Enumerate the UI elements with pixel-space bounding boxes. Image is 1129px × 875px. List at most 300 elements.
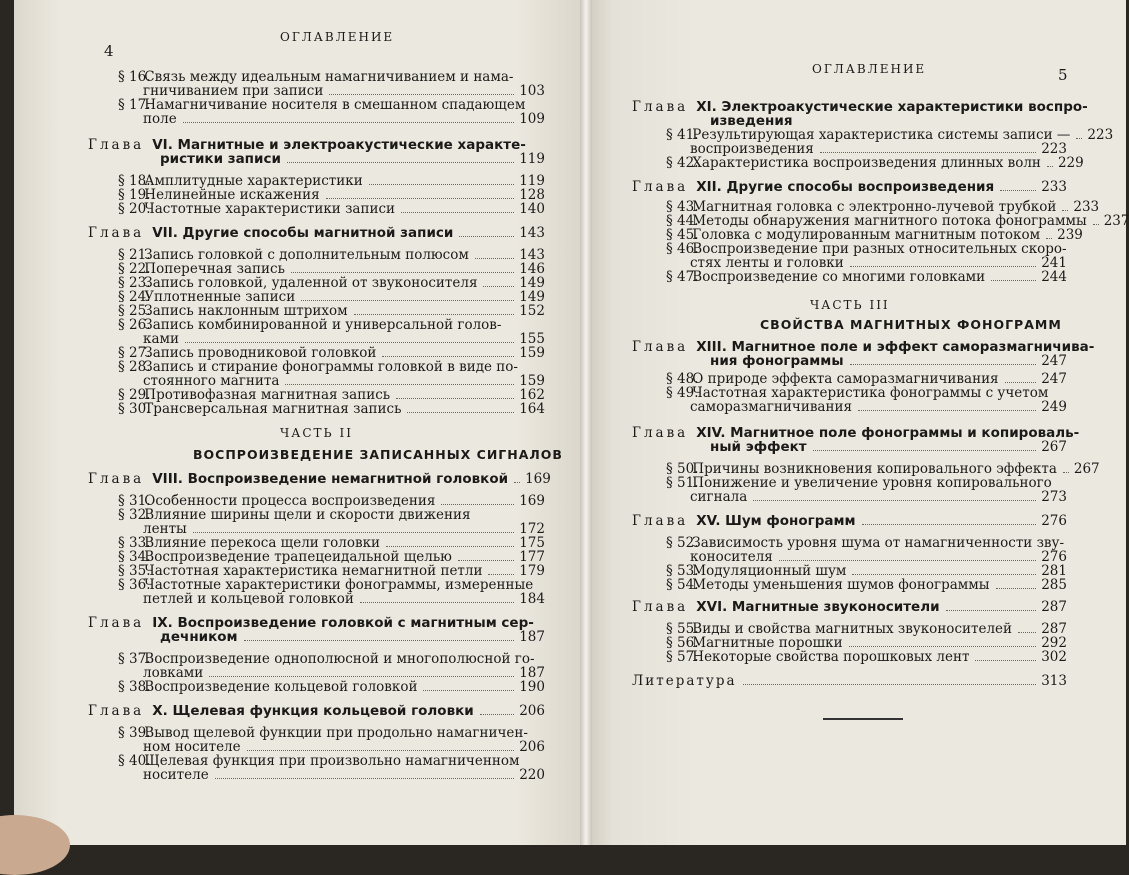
entry-label xyxy=(690,550,773,564)
toc-entry xyxy=(118,402,545,416)
chapter-entry xyxy=(88,138,545,152)
chapter-word: Глава xyxy=(88,471,145,487)
dot-leader xyxy=(329,94,514,95)
entry-title: Понижение и увеличение уровня копировального xyxy=(692,475,1052,491)
section-number: § 22. xyxy=(118,261,151,277)
entry-title: Результирующая характеристика системы записи — xyxy=(692,127,1071,143)
entry-label xyxy=(143,592,354,606)
entry-label xyxy=(118,98,525,112)
section-number: § 40. xyxy=(118,753,151,769)
entry-title: Частотная характеристика фонограммы с учетом xyxy=(692,385,1049,401)
chapter-word: Глава xyxy=(632,339,689,355)
toc-entry xyxy=(143,740,545,754)
page-ref: 169 xyxy=(519,493,545,509)
chapter-entry xyxy=(632,514,1067,528)
entry-title: XVI. Магнитные звуконосители xyxy=(696,599,940,615)
dot-leader xyxy=(1063,472,1069,473)
entry-title: Запись головкой с дополнительным полюсом xyxy=(144,247,469,263)
page-ref: 177 xyxy=(519,549,545,565)
entry-label xyxy=(118,680,417,694)
dot-leader xyxy=(946,610,1037,611)
entry-title: Зависимость уровня шума от намагниченности зву- xyxy=(692,535,1065,551)
entry-title: ловками xyxy=(143,665,204,681)
entry-title: Методы уменьшения шумов фонограммы xyxy=(692,577,990,593)
section-number: § 49. xyxy=(666,385,699,401)
part-heading: ЧАСТЬ II xyxy=(280,426,353,440)
toc-entry xyxy=(666,270,1067,284)
dot-leader xyxy=(1076,138,1082,139)
chapter-word: Глава xyxy=(88,703,145,719)
toc-entry xyxy=(118,753,520,769)
entry-label xyxy=(143,332,179,346)
toc-entry xyxy=(666,622,1067,636)
entry-label xyxy=(143,84,323,98)
entry-title: Воспроизведение при разных относительных скоро- xyxy=(692,241,1067,257)
entry-title: IX. Воспроизведение головкой с магнитным сер- xyxy=(152,615,534,631)
entry-label xyxy=(118,754,519,768)
toc-entry xyxy=(666,227,1083,243)
entry-title: Литература xyxy=(632,673,737,689)
section-number: § 46. xyxy=(666,241,699,257)
entry-label xyxy=(118,262,285,276)
entry-title: XIV. Магнитное поле фонограммы и копироваль- xyxy=(696,425,1080,441)
chapter-word: Глава xyxy=(632,179,689,195)
toc-entry xyxy=(666,213,1129,229)
page-ref: 223 xyxy=(1087,127,1114,143)
entry-title: Воспроизведение трапецеидальной щелью xyxy=(144,549,452,565)
entry-label xyxy=(118,564,482,578)
entry-label xyxy=(632,514,856,528)
toc-entry xyxy=(143,84,545,98)
entry-title: сигнала xyxy=(690,489,748,505)
toc-entry xyxy=(690,400,1067,414)
entry-label xyxy=(118,276,477,290)
entry-title: Запись наклонным штрихом xyxy=(144,303,348,319)
page-ref: 190 xyxy=(519,679,545,695)
entry-title: VI. Магнитные и электроакустические характе- xyxy=(152,137,526,153)
toc-entry xyxy=(666,199,1100,215)
entry-label xyxy=(88,704,474,718)
entry-label xyxy=(118,290,295,304)
entry-label xyxy=(666,372,999,386)
entry-label xyxy=(710,440,807,454)
dot-leader xyxy=(1062,210,1068,211)
entry-title: Особенности процесса воспроизведения xyxy=(144,493,436,509)
entry-label xyxy=(666,462,1057,476)
page-ref: 239 xyxy=(1057,227,1083,243)
section-number: § 44. xyxy=(666,213,699,229)
entry-label xyxy=(143,112,177,126)
page-ref: 287 xyxy=(1041,621,1067,637)
toc-entry xyxy=(118,577,534,593)
page-ref: 159 xyxy=(519,345,545,361)
entry-title: ном носителе xyxy=(143,739,241,755)
entry-label xyxy=(160,630,238,644)
section-number: § 16. xyxy=(118,69,151,85)
right-page-number: 5 xyxy=(1058,66,1068,84)
chapter-entry xyxy=(160,152,545,166)
section-number: § 33. xyxy=(118,535,151,551)
entry-label xyxy=(118,388,390,402)
page-ref: 140 xyxy=(519,201,545,217)
entry-title: Некоторые свойства порошковых лент xyxy=(692,649,970,665)
dot-leader xyxy=(975,660,1036,661)
section-number: § 39. xyxy=(118,725,151,741)
entry-label xyxy=(632,180,994,194)
chapter-entry xyxy=(632,600,1067,614)
section-number: § 27. xyxy=(118,345,151,361)
toc-entry xyxy=(666,535,1065,551)
entry-label xyxy=(666,650,969,664)
section-number: § 20. xyxy=(118,201,151,217)
toc-entry xyxy=(118,262,545,276)
dot-leader xyxy=(382,356,514,357)
entry-label xyxy=(143,374,279,388)
page-ref: 169 xyxy=(525,471,551,487)
chapter-entry xyxy=(632,99,1088,115)
chapter-word: Глава xyxy=(88,225,145,241)
entry-title: Трансверсальная магнитная запись xyxy=(144,401,402,417)
toc-entry xyxy=(118,174,545,188)
dot-leader xyxy=(862,524,1037,525)
dot-leader xyxy=(1000,190,1036,191)
dot-leader xyxy=(244,640,515,641)
dot-leader xyxy=(1018,632,1036,633)
section-number: § 53. xyxy=(666,563,699,579)
entry-title: Уплотненные записи xyxy=(144,289,296,305)
dot-leader xyxy=(396,398,514,399)
dot-leader xyxy=(301,300,514,301)
dot-leader xyxy=(1005,382,1037,383)
dot-leader xyxy=(753,500,1036,501)
entry-title: Магнитные порошки xyxy=(692,635,843,651)
dot-leader xyxy=(369,184,515,185)
page-ref: 159 xyxy=(519,373,545,389)
toc-entry xyxy=(118,97,526,113)
entry-title: стоянного магнита xyxy=(143,373,280,389)
page-ref: 223 xyxy=(1041,141,1067,157)
entry-label xyxy=(632,600,940,614)
entry-title: гничиванием при записи xyxy=(143,83,324,99)
section-number: § 50. xyxy=(666,461,699,477)
page-ref: 233 xyxy=(1073,199,1100,215)
dot-leader xyxy=(185,342,514,343)
page-ref: 220 xyxy=(519,767,545,783)
toc-entry xyxy=(143,522,545,536)
section-number: § 52. xyxy=(666,535,699,551)
toc-entry xyxy=(118,508,516,522)
page-ref: 149 xyxy=(519,275,545,291)
chapter-entry xyxy=(88,615,534,631)
entry-label xyxy=(143,666,203,680)
entry-title: воспроизведения xyxy=(690,141,814,157)
entry-title: Характеристика воспроизведения длинных волн xyxy=(692,155,1041,171)
literature-entry xyxy=(632,674,1067,688)
left-page-number: 4 xyxy=(104,42,114,60)
book-spine xyxy=(580,0,592,845)
page-ref: 267 xyxy=(1073,461,1100,477)
toc-entry xyxy=(118,388,545,402)
page-ref: 292 xyxy=(1041,635,1067,651)
toc-entry xyxy=(666,372,1067,386)
page-ref: 128 xyxy=(519,187,545,203)
section-number: § 24. xyxy=(118,289,151,305)
toc-entry xyxy=(690,142,1067,156)
entry-label xyxy=(666,128,1070,142)
page-ref: 187 xyxy=(519,665,545,681)
toc-entry xyxy=(666,564,1067,578)
entry-title: Противофазная магнитная запись xyxy=(144,387,391,403)
entry-title: Нелинейные искажения xyxy=(144,187,320,203)
toc-entry xyxy=(666,650,1067,664)
page-ref: 302 xyxy=(1041,649,1067,665)
dot-leader xyxy=(291,272,514,273)
entry-title: Запись головкой, удаленной от звуконосителя xyxy=(144,275,478,291)
entry-title: XI. Электроакустические характеристики воспро- xyxy=(696,99,1088,115)
dot-leader xyxy=(423,690,514,691)
entry-title: Частотная характеристика немагнитной петли xyxy=(144,563,483,579)
toc-entry xyxy=(666,475,1052,491)
entry-label xyxy=(160,152,281,166)
section-number: § 43. xyxy=(666,199,699,215)
entry-label xyxy=(118,318,501,332)
entry-label xyxy=(666,622,1012,636)
page-ref: 241 xyxy=(1041,255,1067,271)
dot-leader xyxy=(209,676,514,677)
entry-label xyxy=(118,202,395,216)
entry-label xyxy=(632,340,1094,354)
toc-entry xyxy=(118,360,516,374)
page-ref: 233 xyxy=(1041,179,1067,195)
section-number: § 25. xyxy=(118,303,151,319)
section-number: § 29. xyxy=(118,387,151,403)
page-ref: 143 xyxy=(519,247,545,263)
section-number: § 31. xyxy=(118,493,151,509)
dot-leader xyxy=(326,198,515,199)
section-number: § 28. xyxy=(118,359,151,375)
entry-title: Методы обнаружения магнитного потока фонограммы xyxy=(692,213,1087,229)
section-number: § 41. xyxy=(666,127,699,143)
entry-title: VII. Другие способы магнитной записи xyxy=(152,225,454,241)
chapter-word: Глава xyxy=(88,615,145,631)
chapter-entry xyxy=(88,471,551,487)
toc-entry xyxy=(690,490,1067,504)
left-running-header: ОГЛАВЛЕНИЕ xyxy=(280,30,395,44)
entry-label xyxy=(118,402,401,416)
entry-title: Воспроизведение кольцевой головкой xyxy=(144,679,418,695)
page-ref: 119 xyxy=(519,173,545,189)
entry-title: петлей и кольцевой головкой xyxy=(143,591,354,607)
dot-leader xyxy=(1047,166,1053,167)
entry-title: ния фонограммы xyxy=(710,353,844,369)
toc-entry xyxy=(118,202,545,216)
toc-entry xyxy=(666,241,1067,257)
section-number: § 32. xyxy=(118,507,151,523)
entry-title: носителе xyxy=(143,767,209,783)
entry-label xyxy=(690,142,814,156)
entry-title: саморазмагничивания xyxy=(690,399,852,415)
page-ref: 267 xyxy=(1041,439,1067,455)
dot-leader xyxy=(488,574,514,575)
entry-label xyxy=(118,360,518,374)
page-ref: 229 xyxy=(1057,155,1084,171)
dot-leader xyxy=(1093,224,1099,225)
section-number: § 55. xyxy=(666,621,699,637)
entry-title: Щелевая функция при произвольно намагниченном xyxy=(144,753,520,769)
toc-entry xyxy=(666,155,1084,171)
entry-title: Поперечная запись xyxy=(144,261,285,277)
chapter-word: Глава xyxy=(632,599,689,615)
toc-entry xyxy=(118,70,516,84)
toc-entry xyxy=(143,592,545,606)
entry-label xyxy=(666,578,990,592)
chapter-entry xyxy=(88,226,545,240)
chapter-entry xyxy=(632,425,1080,441)
toc-entry xyxy=(666,578,1067,592)
dot-leader xyxy=(459,236,514,237)
part-title: ВОСПРОИЗВЕДЕНИЕ ЗАПИСАННЫХ СИГНАЛОВ xyxy=(193,447,563,462)
dot-leader xyxy=(996,588,1037,589)
dot-leader xyxy=(850,364,1037,365)
toc-entry xyxy=(666,636,1067,650)
entry-label xyxy=(88,226,453,240)
entry-label xyxy=(632,426,1079,440)
entry-label xyxy=(118,550,452,564)
page-ref: 164 xyxy=(519,401,545,417)
toc-entry xyxy=(118,290,545,304)
entry-label xyxy=(118,70,513,84)
chapter-word: Глава xyxy=(632,99,689,115)
page-ref: 281 xyxy=(1041,563,1067,579)
chapter-entry xyxy=(632,339,1095,355)
entry-label xyxy=(118,578,533,592)
entry-title: Связь между идеальным намагничиванием и нама- xyxy=(144,69,514,85)
chapter-entry xyxy=(710,354,1067,368)
page-ref: 179 xyxy=(519,563,545,579)
dot-leader xyxy=(193,532,514,533)
section-number: § 37. xyxy=(118,651,151,667)
page-ref: 149 xyxy=(519,289,545,305)
section-number: § 51. xyxy=(666,475,699,491)
page-ref: 184 xyxy=(519,591,545,607)
closing-rule xyxy=(823,718,903,720)
entry-title: Запись комбинированной и универсальной голов- xyxy=(144,317,502,333)
page-ref: 237 xyxy=(1103,213,1129,229)
page-ref: 152 xyxy=(519,303,545,319)
entry-label xyxy=(666,228,1040,242)
dot-leader xyxy=(215,778,515,779)
entry-title: Воспроизведение со многими головками xyxy=(692,269,986,285)
section-number: § 17. xyxy=(118,97,151,113)
entry-title: XIII. Магнитное поле и эффект саморазмагничива- xyxy=(696,339,1095,355)
page-ref: 143 xyxy=(519,225,545,241)
dot-leader xyxy=(386,546,514,547)
entry-title: Причины возникновения копировального эффекта xyxy=(692,461,1057,477)
section-number: § 57. xyxy=(666,649,699,665)
entry-label xyxy=(143,740,241,754)
entry-label xyxy=(666,270,985,284)
dot-leader xyxy=(813,450,1037,451)
entry-title: Влияние перекоса щели головки xyxy=(144,535,381,551)
dot-leader xyxy=(458,560,514,561)
toc-entry xyxy=(143,332,545,346)
entry-title: XV. Шум фонограмм xyxy=(696,513,856,529)
dot-leader xyxy=(287,162,514,163)
page-ref: 276 xyxy=(1041,513,1067,529)
entry-label xyxy=(118,304,348,318)
toc-entry xyxy=(143,666,545,680)
entry-label xyxy=(143,522,187,536)
dot-leader xyxy=(475,258,514,259)
page-ref: 206 xyxy=(519,703,545,719)
entry-title: Виды и свойства магнитных звуконосителей xyxy=(692,621,1013,637)
section-number: § 47. xyxy=(666,269,699,285)
toc-entry xyxy=(690,550,1067,564)
chapter-entry xyxy=(710,440,1067,454)
entry-label xyxy=(666,156,1041,170)
right-running-header: ОГЛАВЛЕНИЕ xyxy=(812,62,927,76)
dot-leader xyxy=(354,314,515,315)
dot-leader xyxy=(743,684,1037,685)
section-number: § 23. xyxy=(118,275,151,291)
toc-entry xyxy=(118,188,545,202)
page-ref: 247 xyxy=(1041,371,1067,387)
chapter-entry xyxy=(710,114,1042,128)
dot-leader xyxy=(285,384,514,385)
page-ref: 109 xyxy=(519,111,545,127)
page-ref: 175 xyxy=(519,535,545,551)
page-ref: 103 xyxy=(519,83,545,99)
dot-leader xyxy=(401,212,514,213)
part-title: СВОЙСТВА МАГНИТНЫХ ФОНОГРАММ xyxy=(760,317,1062,332)
dot-leader xyxy=(514,482,520,483)
entry-title: ленты xyxy=(143,521,187,537)
page-ref: 313 xyxy=(1041,673,1067,689)
section-number: § 26. xyxy=(118,317,151,333)
dot-leader xyxy=(991,280,1036,281)
page-ref: 276 xyxy=(1041,549,1067,565)
page-ref: 172 xyxy=(519,521,545,537)
entry-title: О природе эффекта саморазмагничивания xyxy=(692,371,999,387)
dot-leader xyxy=(1046,238,1052,239)
toc-entry xyxy=(118,346,545,360)
dot-leader xyxy=(850,266,1036,267)
page-ref: 162 xyxy=(519,387,545,403)
entry-label xyxy=(666,636,843,650)
entry-label xyxy=(118,188,320,202)
entry-title: ристики записи xyxy=(160,151,281,167)
entry-label xyxy=(88,472,508,486)
entry-label xyxy=(143,768,209,782)
entry-title: X. Щелевая функция кольцевой головки xyxy=(152,703,474,719)
toc-entry xyxy=(118,248,545,262)
entry-label xyxy=(118,346,376,360)
entry-title: XII. Другие способы воспроизведения xyxy=(696,179,995,195)
entry-title: коносителя xyxy=(690,549,773,565)
toc-entry xyxy=(690,256,1067,270)
entry-label xyxy=(710,114,793,128)
entry-label xyxy=(666,242,1067,256)
toc-entry xyxy=(118,564,545,578)
entry-title: Влияние ширины щели и скорости движения xyxy=(144,507,471,523)
entry-title: поле xyxy=(143,111,177,127)
dot-leader xyxy=(183,122,515,123)
entry-label xyxy=(118,174,363,188)
entry-label xyxy=(118,248,469,262)
dot-leader xyxy=(360,602,514,603)
section-number: § 36. xyxy=(118,577,151,593)
entry-label xyxy=(118,494,435,508)
